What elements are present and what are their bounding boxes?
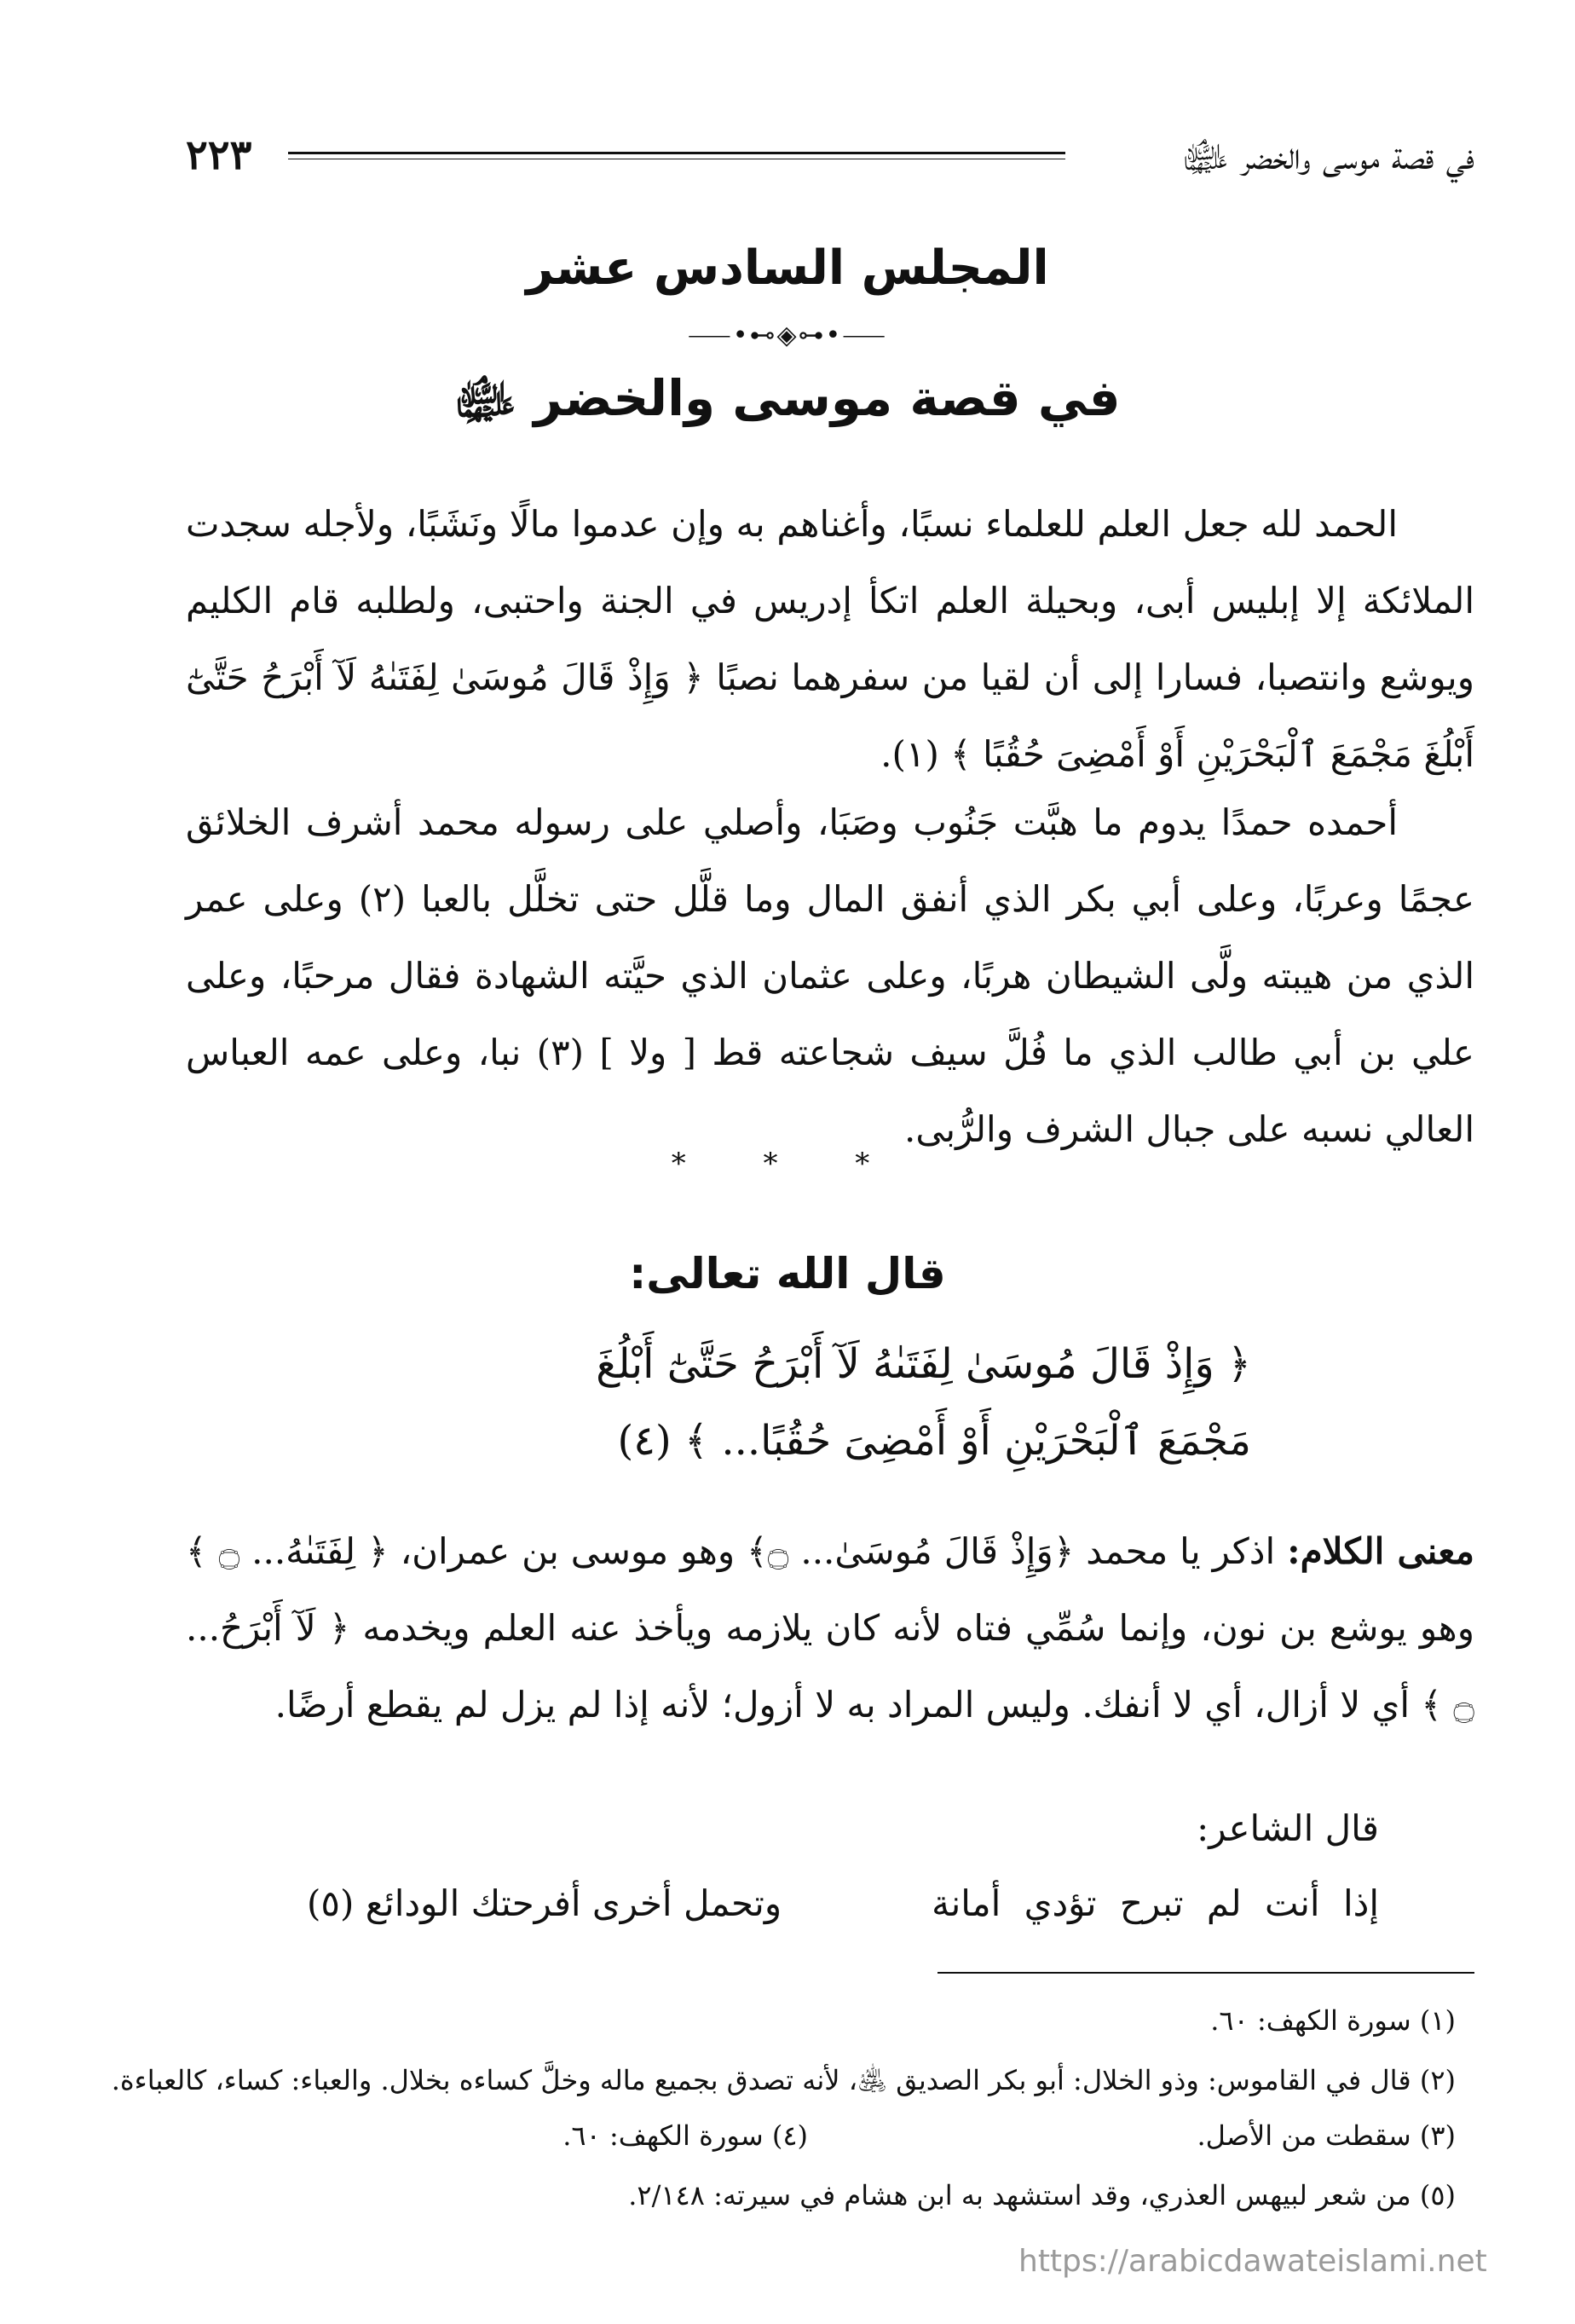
poem-hemistich-2: وتحمل أخرى أفرحتك الودائع (٥) [307, 1882, 782, 1924]
running-header [186, 128, 1474, 196]
footnote-3: (٣) سقطت من الأصل. [1197, 2119, 1456, 2152]
watermark-url: https://arabicdawateislami.net [1018, 2244, 1487, 2279]
footnote-4: (٤) سورة الكهف: ٦٠. [562, 2119, 808, 2152]
majlis-heading: المجلس السادس عشر [526, 240, 1049, 296]
footnote-2: (٢) قال في القاموس: وذو الخلال: أبو بكر الصديق ﵁، لأنه تصدق بجميع ماله وخلَّ كساءه بخلال. والعباء: كساء، كالعباءة. [111, 2064, 1456, 2096]
quran-verse-line-2: مَجْمَعَ ٱلْبَحْرَيْنِ أَوْ أَمْضِىَ حُقُبًا... ﴾ (٤) [617, 1417, 1251, 1465]
ornament-divider: ⸺•⊷◈⊶•⸺ [688, 321, 887, 350]
meaning-label: معنى الكلام: [1287, 1530, 1474, 1572]
footnote-rule [938, 1972, 1474, 1974]
quran-verse-line-1: ﴿ وَإِذْ قَالَ مُوسَىٰ لِفَتَىٰهُ لَآ أَبْرَحُ حَتَّىٰٓ أَبْلُغَ [596, 1340, 1251, 1388]
paragraph-praise: أحمده حمدًا يدوم ما هبَّت جَنُوب وصَبَا، وأصلي على رسوله محمد أشرف الخلائق عجمًا وعربًا، وعلى أبي بكر الذي أنفق المال وما قلَّل حتى تخلَّل بالعبا (٢) وعلى عمر الذي من هيبته ولَّى الشيطان هربًا، وعلى عثمان الذي حيَّته الشهادة فقال مرحبًا، وعلى علي بن أبي طالب الذي ما فُلَّ سيف شجاعته قط [ ولا ] (٣) نبا، وعلى عمه العباس العالي نسبه على جبال الشرف والرُّبى. [186, 801, 1475, 1150]
story-heading: في قصة موسى والخضر ﵉ [454, 369, 1121, 427]
poet-label: قال الشاعر: [1197, 1807, 1379, 1849]
running-title: في قصة موسى والخضر ﵉ [1182, 135, 1474, 178]
footnote-1: (١) سورة الكهف: ٦٠. [1210, 2004, 1456, 2037]
section-stars: * * * [671, 1147, 904, 1181]
header-rule [288, 152, 1065, 159]
qal-allah-heading: قال الله تعالى: [629, 1249, 946, 1298]
paragraph-meaning [186, 1513, 1474, 1743]
meaning-text: اذكر يا محمد ﴿وَإِذْ قَالَ مُوسَىٰ... ۝﴾ وهو موسى بن عمران، ﴿ لِفَتَىٰهُ... ۝ ﴾ وهو يوشع بن نون، وإنما سُمِّي فتاه لأنه كان يلازمه ويأخذ عنه العلم ويخدمه ﴿ لَآ أَبْرَحُ... ۝ ﴾ أي لا أزال، أي لا أنفك. وليس المراد به لا أزول؛ لأنه إذا لم يزل لم يقطع أرضًا. [186, 1530, 1474, 1726]
poem-hemistich-1: إذا أنت لم تبرح تؤدي أمانة [932, 1882, 1379, 1924]
page-number: ٢٢٣ [186, 131, 252, 179]
paragraph-opening: الحمد لله جعل العلم للعلماء نسبًا، وأغناهم به وإن عدموا مالًا ونَشَبًا، ولأجله سجدت الملائكة إلا إبليس أبى، وبحيلة العلم اتكأ إدريس في الجنة واحتبى، ولطلبه قام الكليم ويوشع وانتصبا، فسارا إلى أن لقيا من سفرهما نصبًا ﴿ وَإِذْ قَالَ مُوسَىٰ لِفَتَىٰهُ لَآ أَبْرَحُ حَتَّىٰٓ أَبْلُغَ مَجْمَعَ ٱلْبَحْرَيْنِ أَوْ أَمْضِىَ حُقُبًا ﴾ (١). [186, 503, 1474, 775]
footnote-5: (٥) من شعر لبيهس العذري، وقد استشهد به ابن هشام في سيرته: ٢/١٤٨. [628, 2179, 1456, 2211]
